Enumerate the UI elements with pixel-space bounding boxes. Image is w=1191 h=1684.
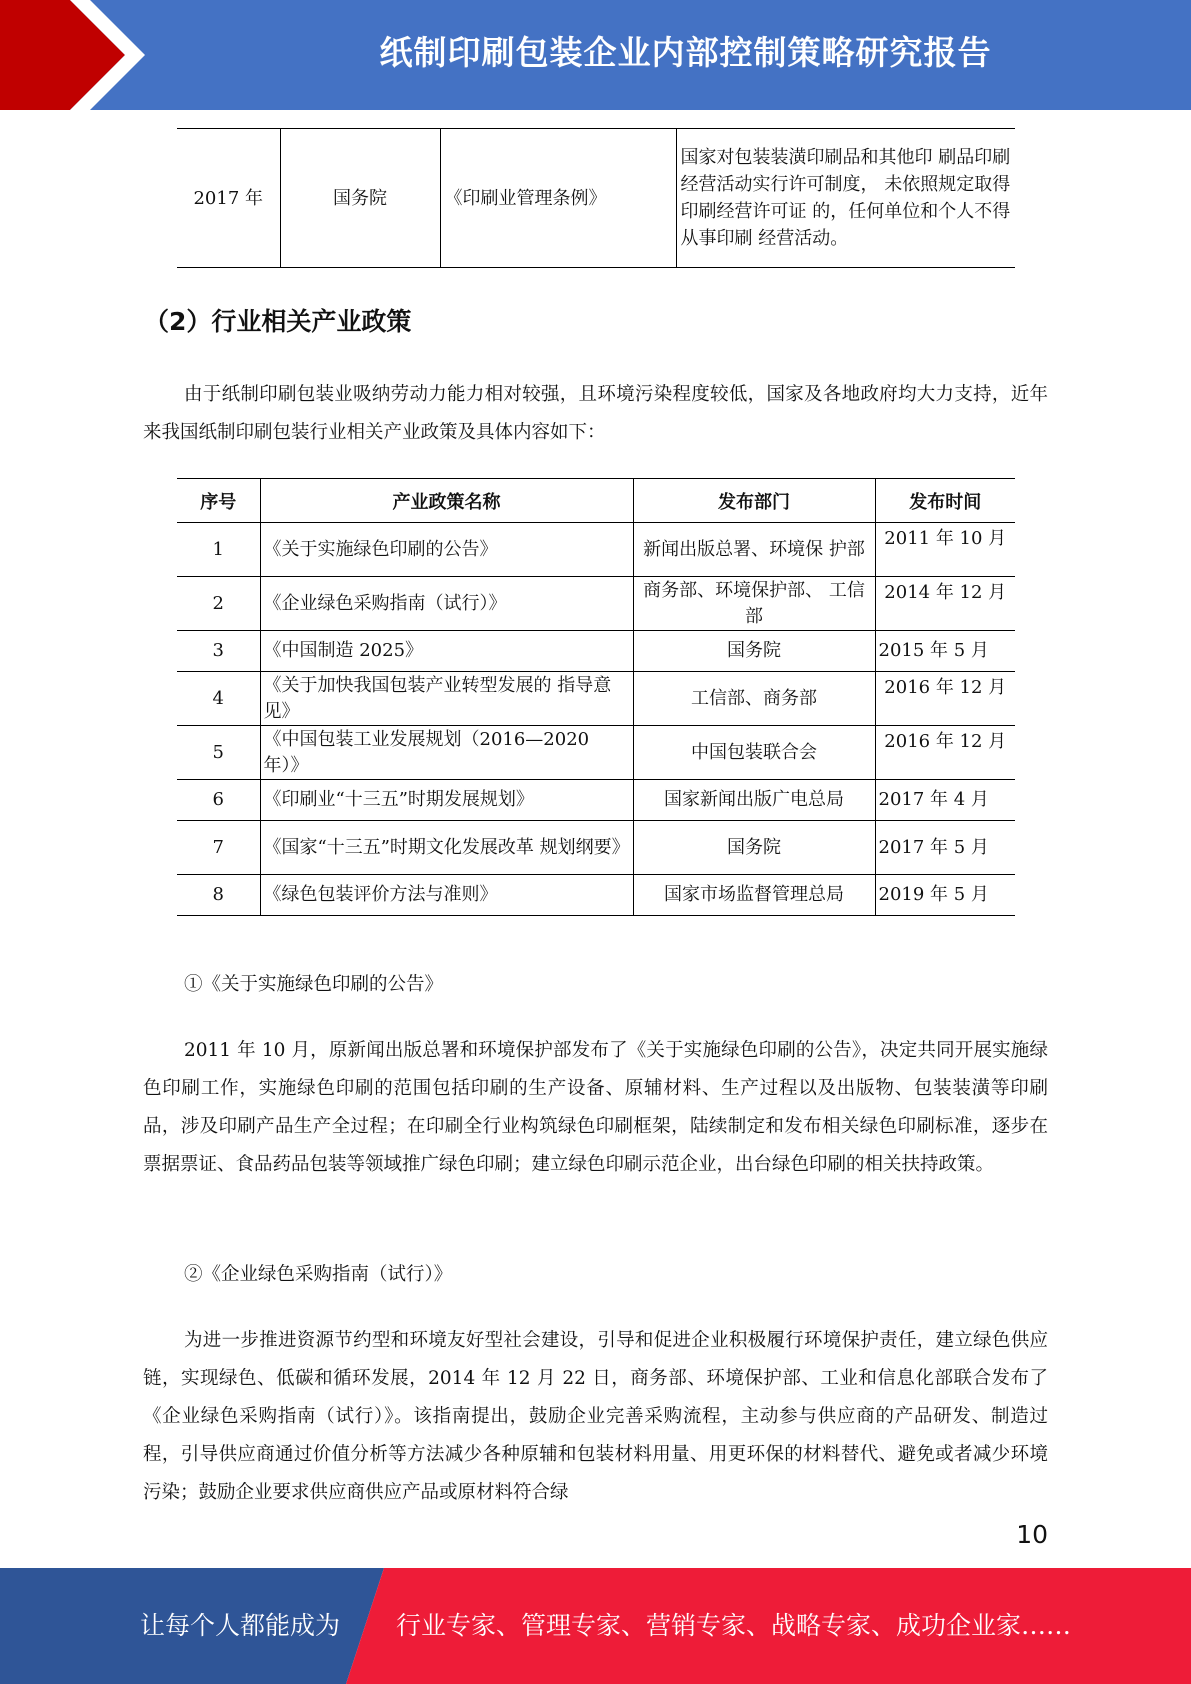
row-dept: 国务院 (633, 631, 875, 672)
table-row (177, 631, 1015, 672)
policy-table (177, 478, 1015, 916)
footer-slogan-left: 让每个人都能成为 (140, 1611, 341, 1640)
row-dept: 国家市场监督管理总局 (633, 875, 875, 916)
row-name: 《关于加快我国包装产业转型发展的 指导意见》 (260, 672, 633, 726)
row-no: 6 (177, 780, 260, 821)
row-date-text: 2011 年 10 月 (884, 527, 1007, 549)
row-name: 《中国制造 2025》 (260, 631, 633, 672)
row-date (875, 523, 1015, 577)
row-name: 《中国包装工业发展规划（2016—2020 年）》 (260, 726, 633, 780)
law-name: 《印刷业管理条例》 (440, 129, 676, 268)
col-header-no: 序号 (177, 479, 260, 523)
row-no: 3 (177, 631, 260, 672)
table-row (177, 726, 1015, 780)
item1-heading: ①《关于实施绿色印刷的公告》 (184, 974, 444, 995)
table-row (177, 780, 1015, 821)
row-no: 7 (177, 821, 260, 875)
col-header-date: 发布时间 (875, 479, 1015, 523)
header-title: 纸制印刷包装企业内部控制策略研究报告 (379, 33, 992, 72)
row-no: 4 (177, 672, 260, 726)
item2-heading: ②《企业绿色采购指南（试行）》 (184, 1264, 453, 1285)
law-year: 2017 年 (177, 129, 280, 268)
header-arrow-decoration (0, 0, 200, 110)
table-row (177, 577, 1015, 631)
row-name: 《国家“十三五”时期文化发展改革 规划纲要》 (260, 821, 633, 875)
item1-body: 2011 年 10 月，原新闻出版总署和环境保护部发布了《关于实施绿色印刷的公告》，决定共同开展实施绿色印刷工作，实施绿色印刷的范围包括印刷的生产设备、原辅材料、生产过程以及出版物、包装装潢等印刷品，涉及印刷产品生产全过程；在印刷全行业构筑绿色印刷框架，陆续制定和发布相关绿色印刷标准，逐步在票据票证、食品药品包装等领域推广绿色印刷；建立绿色印刷示范企业，出台绿色印刷的相关扶持政策。 (143, 1040, 1048, 1175)
row-no: 5 (177, 726, 260, 780)
row-date (875, 726, 1015, 780)
law-agency: 国务院 (280, 129, 440, 268)
row-date (875, 672, 1015, 726)
row-date-text: 2016 年 12 月 (884, 676, 1007, 698)
item2-body: 为进一步推进资源节约型和环境友好型社会建设，引导和促进企业积极履行环境保护责任，建立绿色供应链，实现绿色、低碳和循环发展，2014 年 12 月 22 日，商务部、环境保护部、工业和信息化部联合发布了《企业绿色采购指南（试行）》。该指南提出，鼓励企业完善采购流程，主动参与供应商的产品研发、制造过程，引导供应商通过价值分析等方法减少各种原辅和包装材料用量、用更环保的材料替代、避免或者减少环境污染；鼓励企业要求供应商供应产品或原材料符合绿 (143, 1330, 1048, 1503)
row-date: 2017 年 4 月 (875, 780, 1015, 821)
table-row (177, 821, 1015, 875)
row-no: 1 (177, 523, 260, 577)
table-row (177, 129, 1015, 268)
row-date-text: 2014 年 12 月 (884, 581, 1007, 603)
row-name: 《关于实施绿色印刷的公告》 (260, 523, 633, 577)
page-number: 10 (1016, 1520, 1048, 1549)
row-date: 2019 年 5 月 (875, 875, 1015, 916)
table-row (177, 672, 1015, 726)
row-date (875, 577, 1015, 631)
page-header (0, 0, 1191, 110)
row-name: 《绿色包装评价方法与准则》 (260, 875, 633, 916)
row-date: 2015 年 5 月 (875, 631, 1015, 672)
row-date-text: 2016 年 12 月 (884, 730, 1007, 752)
row-dept: 中国包装联合会 (633, 726, 875, 780)
section-title: （2）行业相关产业政策 (144, 307, 412, 336)
table-row (177, 523, 1015, 577)
row-no: 2 (177, 577, 260, 631)
table-header-row (177, 479, 1015, 523)
row-dept: 国家新闻出版广电总局 (633, 780, 875, 821)
row-dept: 商务部、环境保护部、 工信部 (633, 577, 875, 631)
row-name: 《企业绿色采购指南（试行）》 (260, 577, 633, 631)
law-table (177, 128, 1015, 268)
row-date: 2017 年 5 月 (875, 821, 1015, 875)
law-content: 国家对包装装潢印刷品和其他印 刷品印刷经营活动实行许可制度， 未依照规定取得印刷经营许可证 的，任何单位和个人不得从事印刷 经营活动。 (676, 129, 1015, 268)
col-header-dept: 发布部门 (633, 479, 875, 523)
col-header-name: 产业政策名称 (260, 479, 633, 523)
intro-paragraph: 由于纸制印刷包装业吸纳劳动力能力相对较强，且环境污染程度较低，国家及各地政府均大力支持，近年来我国纸制印刷包装行业相关产业政策及具体内容如下： (143, 384, 1048, 443)
footer-slogan-right: 行业专家、管理专家、营销专家、战略专家、成功企业家…… (396, 1611, 1072, 1640)
row-dept: 工信部、商务部 (633, 672, 875, 726)
page-footer (0, 1568, 1191, 1684)
table-row (177, 875, 1015, 916)
row-dept: 国务院 (633, 821, 875, 875)
row-dept: 新闻出版总署、环境保 护部 (633, 523, 875, 577)
row-name: 《印刷业“十三五”时期发展规划》 (260, 780, 633, 821)
row-no: 8 (177, 875, 260, 916)
